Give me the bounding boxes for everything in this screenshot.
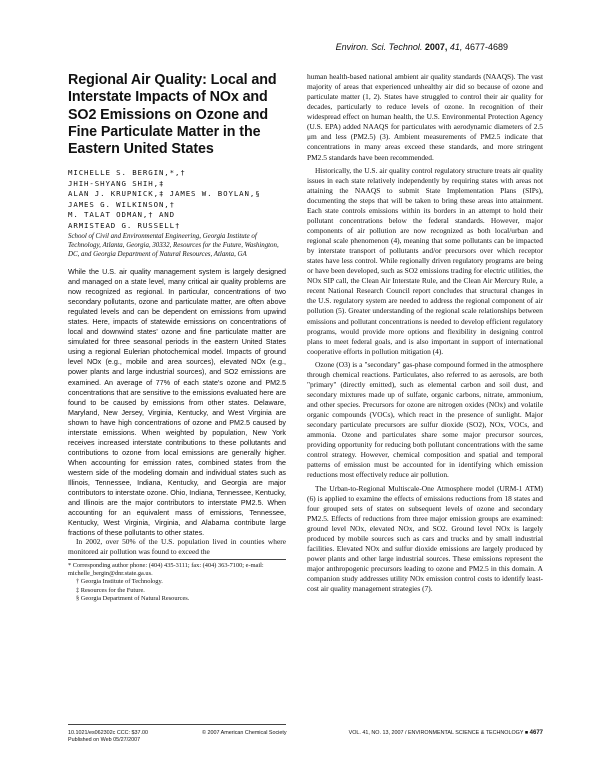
intro-paragraph: In 2002, over 50% of the U.S. population lived in counties where monitored air pollution was found to exceed the	[68, 537, 286, 557]
page-number: 4677	[529, 730, 543, 736]
journal-pages: 4677-4689	[464, 42, 508, 52]
journal-volume: 41,	[449, 42, 463, 52]
journal-year: 2007,	[424, 42, 448, 52]
footnote-gadnr: § Georgia Department of Natural Resources.	[76, 594, 190, 602]
doi-line: 10.1021/es062302c CCC: $37.00	[68, 730, 149, 736]
left-column-header	[68, 72, 286, 259]
published-line: Published on Web 05/27/2007	[68, 737, 141, 743]
body-paragraph-2: Historically, the U.S. air quality control regulatory structure treats air quality issues in each state relatively independently by requiring states with areas not attaining the NAAQS to submit State Implementation Plans (SIPs), documenting the steps that will be taken to bring these areas into attainment. Each state controls emissions within its borders in an attempt to hold their pollutant concentrations below the federal standards. However, major components of air pollution are now recognized as both local/urban and regional scale phenomenon (4), meaning that some pollutants can be impacted by interstate transport of pollutants and/or precursors over which receptor states have less control. While regionally driven regulatory programs are being or have been developed, such as SO2 emissions trading for electric utilities, the NOx SIP call, the Clean Air Interstate Rule, and the Clean Air Mercury Rule, a recent National Research Council report concludes that structural changes in the U.S. regulatory system are needed to address the regional component of air pollution (5). Greater understanding of the regional scale relationships between emissions and pollutant concentrations is needed to develop efficient regulatory programs, would provide more options and flexibility in designing control plans to meet federal goals, and is also important in support of international cooperative efforts in pollution mitigation (4).	[307, 165, 543, 356]
article-title: Regional Air Quality: Local and Interstate Impacts of NOx and SO2 Emissions on Ozone and Fine Particulate Matter in the Eastern United States	[68, 72, 277, 158]
affiliation: School of Civil and Environmental Engineering, Georgia Institute of Technology, Atlanta, Georgia, 30332, Resources for the Future, Washington, DC, and Georgia Department of Natural Resources, Atlanta, GA	[68, 232, 279, 259]
body-paragraph-4: The Urban-to-Regional Multiscale-One Atmosphere model (URM-1 ATM) (6) is applied to examine the effects of emissions reductions from 18 states and four grouped sets of states on subsequent levels of ozone and secondary PM2.5. Effects of reductions from three major emission groups are examined: ground level NOx, elevated NOx, and SO2. Ground level NOx is largely produced by mobile sources such as cars and trucks and by small industrial facilities. Elevated NOx and sulfur dioxide emissions are largely produced by power plants and other large industrial sources. These emissions represent the major anthropogenic precursors leading to ozone and PM2.5 in this domain. A companion study addresses utility NOx emission control costs to identify least-cost air quality management strategies (7).	[307, 483, 543, 594]
author-list: MICHELLE S. BERGIN,*,† JHIH-SHYANG SHIH,‡ ALAN J. KRUPNICK,‡ JAMES W. BOYLAN,§ JAMES G. WILKINSON,† M. TALAT ODMAN,† AND ARMISTEAD G. RUSSELL†	[68, 168, 261, 230]
footnote-georgia-tech: † Georgia Institute of Technology.	[76, 578, 163, 586]
corresponding-author-note: * Corresponding author phone: (404) 435-3111; fax: (404) 363-7100; e-mail: michelle_bergin@dnr.state.ga.us.	[68, 562, 264, 578]
journal-name: Environ. Sci. Technol.	[335, 42, 423, 52]
abstract: While the U.S. air quality management system is largely designed and managed on a state level, many critical air quality problems are now recognized as regional. In particular, concentrations of two secondary pollutants, ozone and particulate matter, are often above regulated levels and can be dependent on emissions from upwind states. Here, impacts of statewide emissions on concentrations of local and downwind states' ozone and fine particulate matter are simulated for three seasonal periods in the eastern United States using a regional Eulerian photochemical model. Impacts of ground level NOx (e.g., mobile and area sources), elevated NOx (e.g., power plants and large industrial sources), and SO2 emissions are examined. An average of 77% of each state's ozone and PM2.5 concentrations that are sensitive to the emissions evaluated here are found to be caused by emissions from other states. Delaware, Maryland, New Jersey, Virginia, Kentucky, and West Virginia are shown to have high concentrations of ozone and PM2.5 caused by interstate emissions. When weighted by population, New York receives increased interstate contributions to these pollutants and contributions to ozone from local emissions are generally higher. When accounting for emission rates, combined states from the western side of the modeling domain and individual states such as Illinois, Tennessee, Indiana, Kentucky, and Georgia are major contributors to interstate ozone. Ohio, Indiana, Tennessee, Kentucky, and Illinois are the major contributors to interstate PM2.5. When accounting for an equivalent mass of emissions, Tennessee, Kentucky, West Virginia, Virginia, and Alabama contribute large fractions of these pollutants to other states.	[68, 268, 286, 538]
footer-copyright: © 2007 American Chemical Society	[202, 730, 287, 736]
footnotes	[68, 562, 286, 603]
footer-doi	[68, 730, 148, 744]
footer-volume: VOL. 41, NO. 13, 2007 / ENVIRONMENTAL SCIENCE & TECHNOLOGY ■ 4677	[348, 730, 543, 736]
body-paragraph-1: human health-based national ambient air quality standards (NAAQS). The vast majority of areas that experienced unhealthy air did so because of ozone and particulate matter (1, 2). States have struggled to control their air quality for decades, particularly to reduce levels of ozone. In recognition of their widespread effect on human health, the U.S. Environmental Protection Agency (U.S. EPA) added NAAQS for particulates with aerodynamic diameters of 2.5 μm and less (PM2.5) (3). Ambient measurements of PM2.5 indicate that concentrations in many areas exceed these standards, and more stringent PM2.5 standards have been recommended.	[307, 72, 543, 162]
right-column	[307, 72, 543, 597]
journal-citation	[336, 42, 508, 52]
footnote-divider	[68, 559, 286, 560]
page-footer-divider	[68, 724, 286, 725]
volume-line: VOL. 41, NO. 13, 2007 / ENVIRONMENTAL SCIENCE & TECHNOLOGY	[348, 730, 524, 736]
body-paragraph-3: Ozone (O3) is a "secondary" gas-phase compound formed in the atmosphere through chemical reactions. Particulates, also referred to as aerosols, are both "primary" (directly emitted), such as elemental carbon and soil dust, and secondary mixtures made up of sulfate, organic carbons, nitrate, ammonium, and other species. Precursors for ozone are nitrogen oxides (NOx) and volatile organic compounds (VOCs), which react in the presence of sunlight. Major secondary particulate precursors are sulfur dioxide (SO2), NOx, VOCs, and ammonia. Ozone and particulates share some major precursor sources, providing opportunity for reducing both pollutant concentrations with the same control strategy. However, chemical composition and spatial and temporal patterns of emission must be accounted for in identifying which emission reductions most effectively reduce air pollution.	[307, 359, 543, 480]
footnote-rff: ‡ Resources for the Future.	[76, 586, 145, 594]
